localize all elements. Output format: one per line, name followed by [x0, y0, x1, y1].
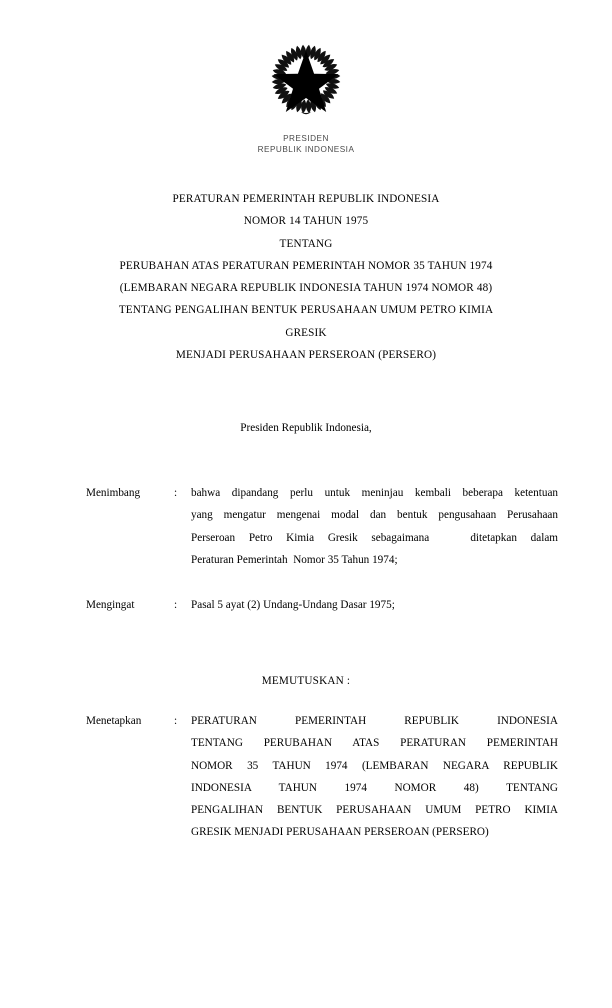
menimbang-colon: :	[174, 487, 178, 499]
menetapkan-line-2: TENTANG PERUBAHAN ATAS PERATURAN PEMERINTAH	[191, 737, 558, 750]
title-line-1: PERATURAN PEMERINTAH REPUBLIK INDONESIA	[172, 193, 440, 205]
menetapkan-body	[191, 710, 558, 844]
menimbang-line-4: Peraturan Pemerintah Nomor 35 Tahun 1974;	[191, 553, 398, 566]
mengingat-line-1: Pasal 5 ayat (2) Undang-Undang Dasar 1975;	[191, 599, 395, 611]
menetapkan-line-6: GRESIK MENJADI PERUSAHAAN PERSEROAN (PERSERO)	[191, 826, 489, 839]
opening-salutation: Presiden Republik Indonesia,	[240, 422, 372, 434]
emblem-caption	[0, 133, 612, 155]
menetapkan-line-1: PERATURAN PEMERINTAH REPUBLIK INDONESIA	[191, 715, 558, 727]
menimbang-line-2: yang mengatur mengenai modal dan bentuk pengusahaan Perusahaan	[191, 509, 558, 522]
menimbang-label: Menimbang	[86, 487, 141, 499]
emblem-caption-line-2: REPUBLIK INDONESIA	[257, 145, 355, 154]
emblem-block	[0, 36, 612, 155]
menetapkan-label: Menetapkan	[86, 715, 142, 727]
document-title-block	[56, 188, 556, 366]
menimbang-line-1: bahwa dipandang perlu untuk meninjau kembali beberapa ketentuan	[191, 487, 558, 499]
memutuskan-heading: MEMUTUSKAN :	[261, 675, 351, 687]
emblem-caption-line-1: PRESIDEN	[283, 134, 329, 143]
presidential-seal-icon	[263, 36, 349, 122]
menimbang-body	[191, 482, 558, 571]
title-line-4: PERUBAHAN ATAS PERATURAN PEMERINTAH NOMOR 35 TAHUN 1974	[119, 259, 493, 272]
title-line-3: TENTANG	[279, 237, 333, 250]
title-line-8: MENJADI PERUSAHAAN PERSEROAN (PERSERO)	[175, 349, 437, 362]
menetapkan-line-5: PENGALIHAN BENTUK PERUSAHAAN UMUM PETRO KIMIA	[191, 804, 558, 817]
title-line-7: GRESIK	[285, 326, 327, 339]
mengingat-label: Mengingat	[86, 599, 135, 611]
mengingat-colon: :	[174, 599, 178, 611]
menetapkan-line-4: INDONESIA TAHUN 1974 NOMOR 48) TENTANG	[191, 781, 558, 794]
title-line-2: NOMOR 14 TAHUN 1975	[243, 215, 369, 228]
mengingat-body	[191, 594, 558, 616]
title-line-6: TENTANG PENGALIHAN BENTUK PERUSAHAAN UMUM PETRO KIMIA	[118, 304, 494, 317]
menetapkan-colon: :	[174, 715, 178, 727]
menetapkan-line-3: NOMOR 35 TAHUN 1974 (LEMBARAN NEGARA REPUBLIK	[191, 759, 558, 772]
title-line-5: (LEMBARAN NEGARA REPUBLIK INDONESIA TAHUN 1974 NOMOR 48)	[119, 282, 493, 295]
menimbang-line-3: Perseroan Petro Kimia Gresik sebagaimana ditetapkan dalam	[191, 531, 558, 544]
